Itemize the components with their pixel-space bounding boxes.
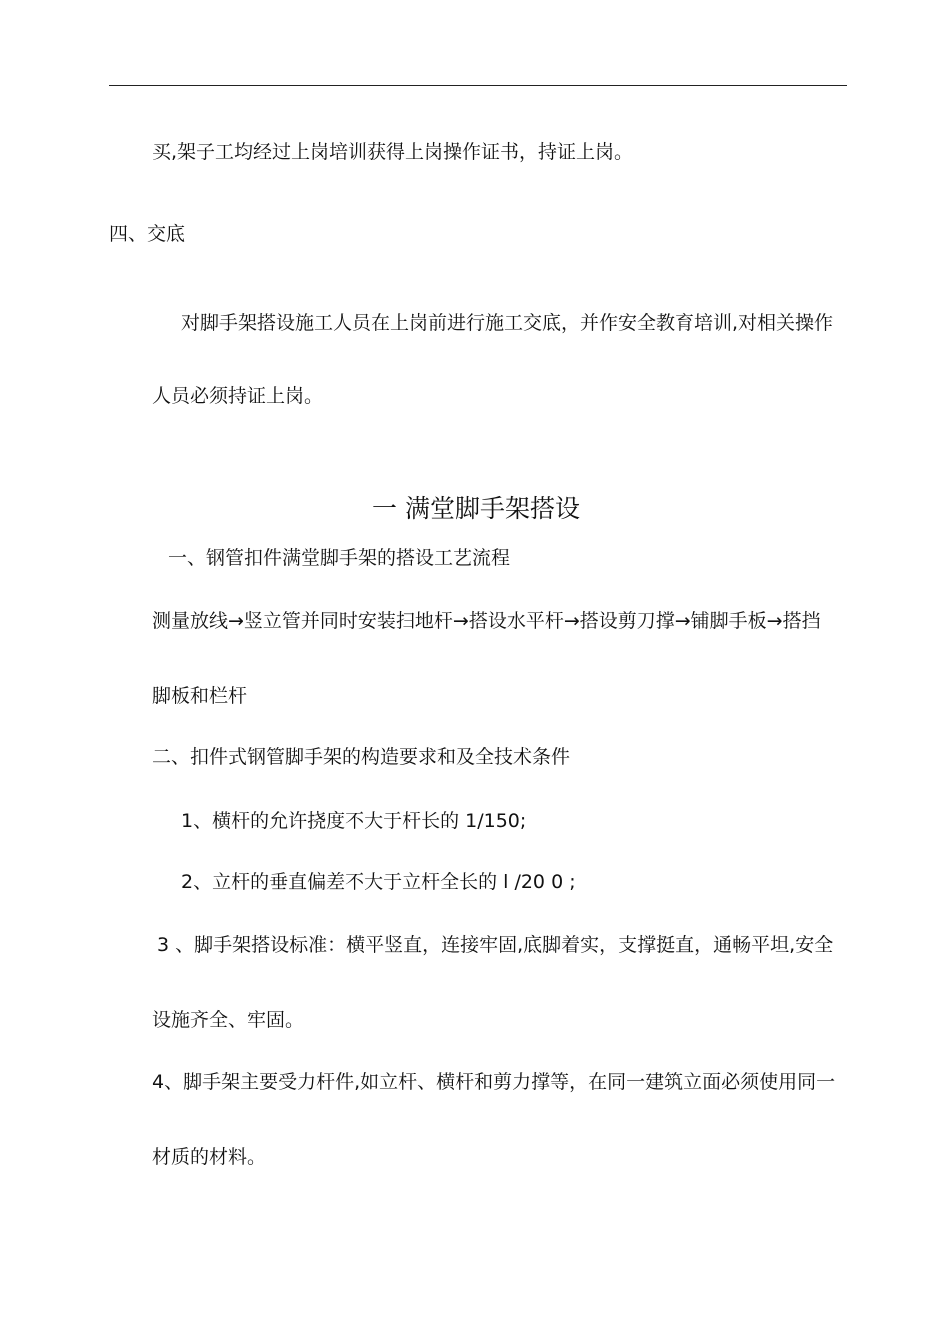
- paragraph-line: 脚板和栏杆: [152, 685, 248, 707]
- header-rule: [109, 85, 847, 86]
- subsection-heading: 一、钢管扣件满堂脚手架的搭设工艺流程: [168, 547, 511, 569]
- page-title: 一 满堂脚手架搭设: [372, 494, 580, 523]
- subsection-heading: 二、扣件式钢管脚手架的构造要求和及全技术条件: [152, 746, 571, 768]
- list-item: 1、横杆的允许挠度不大于杆长的 1/150;: [181, 810, 527, 832]
- paragraph-line: 人员必须持证上岗。: [152, 385, 324, 407]
- list-item: 2、立杆的垂直偏差不大于立杆全长的 l /20 0 ;: [181, 871, 576, 893]
- paragraph-line: 对脚手架搭设施工人员在上岗前进行施工交底，并作安全教育培训,对相关操作: [181, 312, 834, 334]
- paragraph-line: 材质的材料。: [152, 1146, 267, 1168]
- section-heading: 四、交底: [109, 223, 186, 245]
- paragraph-line: 测量放线→竖立管并同时安装扫地杆→搭设水平杆→搭设剪刀撑→铺脚手板→搭挡: [152, 610, 821, 632]
- list-item: 3 、脚手架搭设标准：横平竖直，连接牢固,底脚着实，支撑挺直，通畅平坦,安全: [157, 934, 834, 956]
- paragraph-line: 买,架子工均经过上岗培训获得上岗操作证书，持证上岗。: [152, 141, 634, 163]
- list-item: 4、脚手架主要受力杆件,如立杆、横杆和剪力撑等，在同一建筑立面必须使用同一: [152, 1071, 836, 1093]
- paragraph-line: 设施齐全、牢固。: [152, 1009, 305, 1031]
